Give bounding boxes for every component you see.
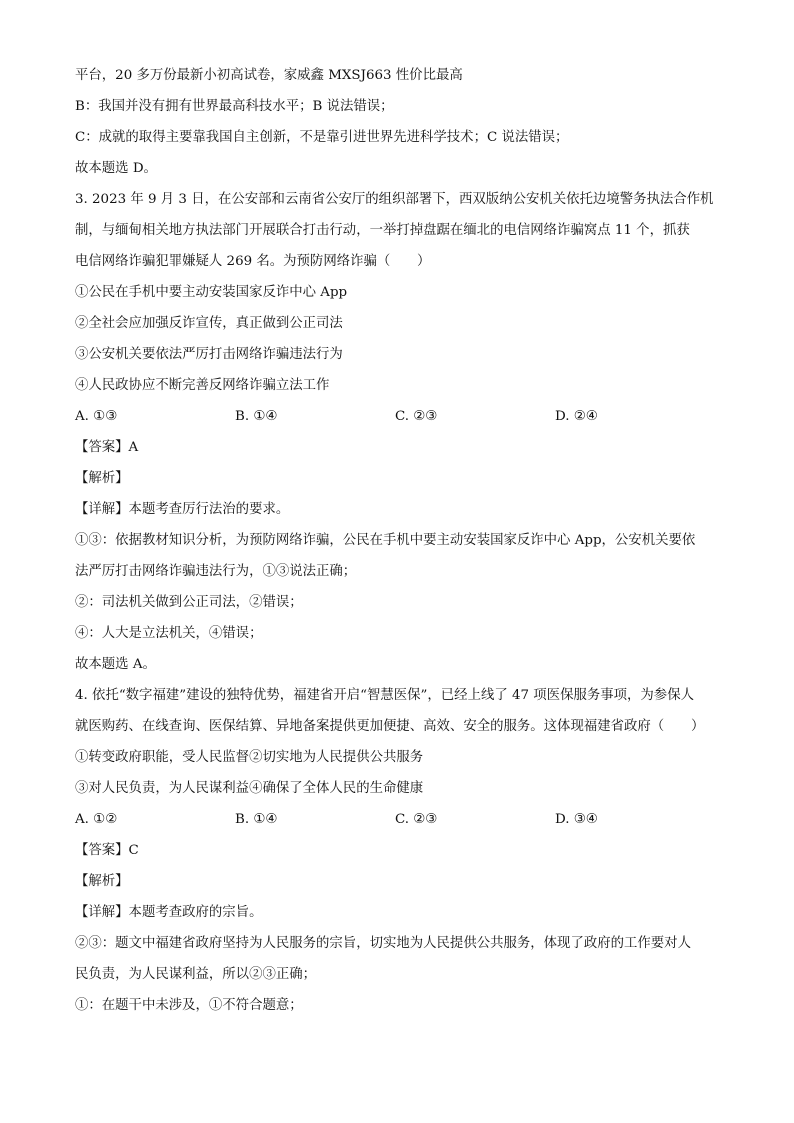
option-b: B. ①④ xyxy=(235,812,278,827)
option-c: C. ②③ xyxy=(395,812,438,827)
question-3-item: ②全社会应加强反诈宣传，真正做到公正司法 xyxy=(75,316,343,331)
text-line: C：成就的取得主要靠我国自主创新，不是靠引进世界先进科学技术；C 说法错误； xyxy=(75,130,569,145)
question-4-item: ①转变政府职能，受人民监督②切实地为人民提供公共服务 xyxy=(75,750,424,765)
detail-line: 【详解】本题考查厉行法治的要求。 xyxy=(75,502,290,517)
question-3-item: ③公安机关要依法严厉打击网络诈骗违法行为 xyxy=(75,347,343,362)
option-a: A. ①③ xyxy=(75,409,118,424)
option-c: C. ②③ xyxy=(395,409,438,424)
question-3-options xyxy=(75,401,735,432)
text-line: 故本题选 D。 xyxy=(75,161,157,176)
text-line: ②：司法机关做到公正司法，②错误； xyxy=(75,595,303,610)
question-3-stem: 3. 2023 年 9 月 3 日，在公安部和云南省公安厅的组织部署下，西双版纳公安机关依托边境警务执法合作机 xyxy=(75,192,714,207)
text-line: 故本题选 A。 xyxy=(75,657,156,672)
question-3-stem: 制，与缅甸相关地方执法部门开展联合打击行动，一举打掉盘踞在缅北的电信网络诈骗窝点 11 个，抓获 xyxy=(75,223,690,238)
option-b: B. ①④ xyxy=(235,409,278,424)
text-line: 民负责，为人民谋利益，所以②③正确； xyxy=(75,967,317,982)
answer-label: 【答案】C xyxy=(75,843,139,858)
text-line: ①：在题干中未涉及，①不符合题意； xyxy=(75,998,303,1013)
question-4-options xyxy=(75,804,735,835)
analysis-label: 【解析】 xyxy=(75,471,129,486)
question-3-item: ①公民在手机中要主动安装国家反诈中心 App xyxy=(75,285,348,300)
text-line: 法严厉打击网络诈骗违法行为，①③说法正确； xyxy=(75,564,357,579)
question-4-item: ③对人民负责，为人民谋利益④确保了全体人民的生命健康 xyxy=(75,781,424,796)
option-d: D. ②④ xyxy=(555,409,598,424)
question-3-stem: 电信网络诈骗犯罪嫌疑人 269 名。为预防网络诈骗（ ） xyxy=(75,254,431,269)
text-line: 平台，20 多万份最新小初高试卷，家威鑫 MXSJ663 性价比最高 xyxy=(75,68,463,83)
question-4-stem: 就医购药、在线查询、医保结算、异地备案提供更加便捷、高效、安全的服务。这体现福建省政府（ ） xyxy=(75,719,705,734)
text-line: ①③：依据教材知识分析，为预防网络诈骗，公民在手机中要主动安装国家反诈中心 App，公安机关要依 xyxy=(75,533,696,548)
detail-line: 【详解】本题考查政府的宗旨。 xyxy=(75,905,263,920)
question-3-item: ④人民政协应不断完善反网络诈骗立法工作 xyxy=(75,378,330,393)
answer-label: 【答案】A xyxy=(75,440,139,455)
document-page xyxy=(75,60,735,1021)
text-line: ②③：题文中福建省政府坚持为人民服务的宗旨，切实地为人民提供公共服务，体现了政府的工作要对人 xyxy=(75,936,691,951)
question-4-stem: 4. 依托“数字福建”建设的独特优势，福建省开启“智慧医保”，已经上线了 47 项医保服务事项，为参保人 xyxy=(75,688,694,703)
option-a: A. ①② xyxy=(75,812,118,827)
analysis-label: 【解析】 xyxy=(75,874,129,889)
text-line: ④：人大是立法机关，④错误； xyxy=(75,626,263,641)
option-d: D. ③④ xyxy=(555,812,598,827)
text-line: B：我国并没有拥有世界最高科技水平；B 说法错误； xyxy=(75,99,394,114)
